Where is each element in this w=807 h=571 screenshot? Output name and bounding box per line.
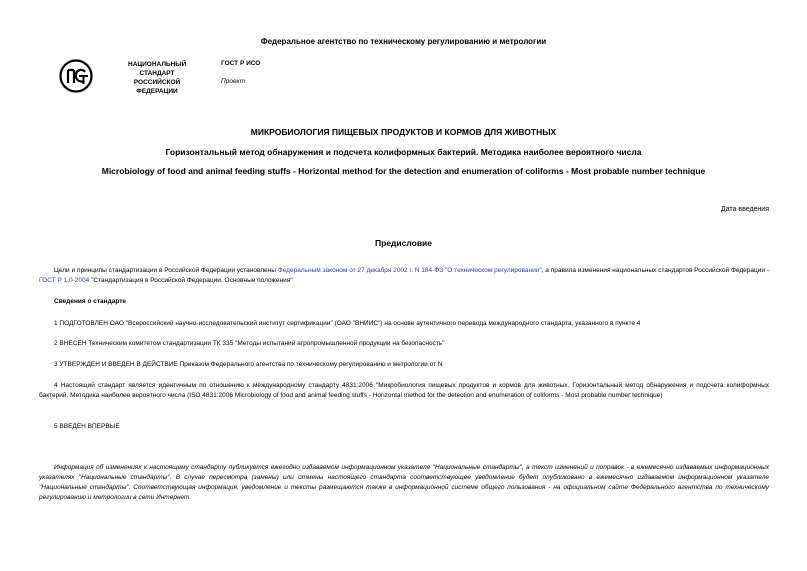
gost-r-logo-icon [59,59,93,93]
preface-heading: Предисловие [374,238,433,248]
gost-r-1-0-link[interactable]: ГОСТ Р 1.0-2004 [39,277,90,284]
preface-text-3: "Стандартизация в Российской Федерации. Основные положения" [89,277,293,284]
info-item-5: 5 ВВЕДЕН ВПЕРВЫЕ [54,423,120,430]
preface-text-1: Цели и принципы стандартизации в Российской Федерации установлены [54,267,278,274]
introduction-date: Дата введения [720,206,769,213]
info-item-1: 1 ПОДГОТОВЛЕН ОАО "Всероссийский научно-исследовательский институт сертификации" (ОАО "ВНИИС") на основе аутентичного перевода международного стандарта, указанного в пункте 4 [54,320,641,327]
draft-status: Проект [221,78,246,85]
gost-designation: ГОСТ Р ИСО [221,60,261,67]
preface-text-2: , а правила изменения национальных стандартов Российской Федерации - [541,267,769,274]
standard-info-heading: Сведения о стандарте [54,298,127,305]
info-item-2: 2 ВНЕСЕН Техническим комитетом стандартизации ТК 335 "Методы испытаний агропромышленной продукции на безопасность" [54,340,445,347]
standard-type-label: НАЦИОНАЛЬНЫЙ СТАНДАРТ РОССИЙСКОЙ ФЕДЕРАЦИИ [128,61,187,95]
federal-law-link[interactable]: Федеральным законом от 27 декабря 2002 г. N 184-ФЗ "О техническом регулировании" [277,267,542,274]
document-subtitle-en: Microbiology of food and animal feeding stuffs - Horizontal method for the detection and enumeration of coliforms - Most probable number technique [101,166,706,176]
preface-paragraph [39,266,769,286]
info-item-4: 4 Настоящий стандарт является идентичным по отношению к международному стандарту 4831:2006 "Микробиология пищевых продуктов и кормов для животных. Горизонтальный метод обнаружения и подсчета колиформных бактерий. Методика наиболее вероятного числа (ISO 4831:2006 Microbiology of food and animal feeding stuffs - Horizontal method for the detection and enumeration of coliforms - Most probable number technique) [39,382,769,399]
document-subtitle-ru: Горизонтальный метод обнаружения и подсчета колиформных бактерий. Методика наиболее вероятного числа [165,147,642,157]
info-item-3: 3 УТВЕРЖДЕН И ВВЕДЕН В ДЕЙСТВИЕ Приказом Федерального агентства по техническому регулированию и метрологии от N [54,361,443,368]
document-title: МИКРОБИОЛОГИЯ ПИЩЕВЫХ ПРОДУКТОВ И КОРМОВ ДЛЯ ЖИВОТНЫХ [250,127,557,137]
amendments-notice: Информация об изменениях к настоящему стандарту публикуется ежегодно издаваемом информационном указателе "Национальные стандарты", а текст изменений и поправок - в ежемесячно издаваемых информационных указателях "Национальные стандарты". В случае пересмотра (замены) или отмены настоящего стандарта соответствующее уведомление будет опубликовано в ежемесячно издаваемом информационном указателе "Национальные стандарты". Соответствующая информация, уведомление и тексты размещаются также в информационной системе общего пользования - на официальном сайте Федерального агентства по техническому регулированию и метрологии в сети Интернет. [39,464,769,501]
agency-header: Федеральное агентство по техническому регулированию и метрологии [260,37,547,46]
